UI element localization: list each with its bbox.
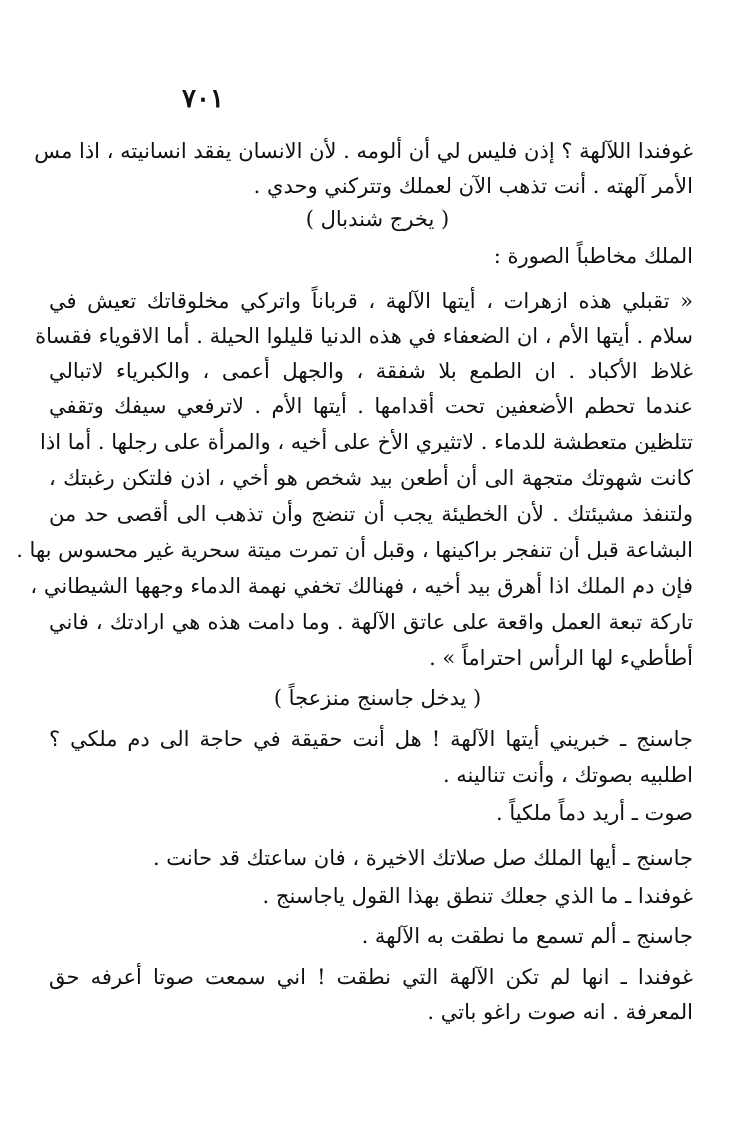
dialogue-line: غوفندا ـ ما الذي جعلك تنطق بهذا القول ياجاسنج . (262, 884, 693, 908)
text-line: سلام . أيتها الأم ، ان الضعفاء في هذه الدنيا قليلوا الحيلة . أما الاقوياء فقساة (35, 324, 693, 348)
stage-direction: ( يخرج شندبال ) (305, 207, 450, 231)
dialogue-line: جاسنج ـ خبريني أيتها الآلهة ! هل أنت حقيقة في حاجة الى دم ملكي ؟ (49, 727, 693, 751)
dialogue-line: صوت ـ أريد دماً ملكياً . (495, 801, 693, 825)
dialogue-line: جاسنج ـ أيها الملك صل صلاتك الاخيرة ، فان ساعتك قد حانت . (152, 846, 693, 870)
text-line: كانت شهوتك متجهة الى أن أطعن بيد شخص هو أخي ، اذن فلتكن رغبتك ، (49, 466, 693, 490)
stage-direction: ( يدخل جاسنج منزعجاً ) (273, 686, 482, 710)
text-line: « تقبلي هذه ازهرات ، أيتها الآلهة ، قرباناً واتركي مخلوقاتك تعيش في (49, 289, 693, 313)
text-line: أطأطيء لها الرأس احتراماً » . (429, 646, 693, 670)
text-line: ولتنفذ مشيئتك . لأن الخطيئة يجب أن تنضج وأن تذهب الى أقصى حد من (49, 502, 693, 526)
text-line: عندما تحطم الأضعفين تحت أقدامها . أيتها الأم . لاترفعي سيفك وتقفي (49, 394, 693, 418)
text-line: البشاعة قبل أن تنفجر براكينها ، وقبل أن تمرت ميتة سحرية غير محسوس بها . (16, 538, 693, 562)
page-number: ٧٠١ (182, 84, 224, 114)
text-line: الأمر آلهته . أنت تذهب الآن لعملك وتتركني وحدي . (253, 174, 693, 198)
text-line: فإن دم الملك اذا أهرق بيد أخيه ، فهنالك تخفي نهمة الدماء وجهها الشيطاني ، (30, 574, 693, 598)
dialogue-line: غوفندا ـ انها لم تكن الآلهة التي نطقت ! اني سمعت صوتا أعرفه حق (49, 965, 693, 989)
speaker-heading: الملك مخاطباً الصورة : (493, 244, 693, 268)
text-line: غوفندا اللآلهة ؟ إذن فليس لي أن ألومه . لأن الانسان يفقد انسانيته ، اذا مس (34, 139, 693, 163)
dialogue-line: المعرفة . انه صوت راغو باتي . (427, 1000, 693, 1024)
dialogue-line: جاسنج ـ ألم تسمع ما نطقت به الآلهة . (361, 924, 693, 948)
text-line: غلاظ الأكباد . ان الطمع بلا شفقة ، والجهل أعمى ، والكبرياء لاتبالي (49, 359, 693, 383)
text-line: تتلظين متعطشة للدماء . لاتثيري الأخ على أخيه ، والمرأة على رجلها . أما اذا (40, 430, 693, 454)
text-line: تاركة تبعة العمل واقعة على عاتق الآلهة . وما دامت هذه هي ارادتك ، فاني (49, 610, 693, 634)
dialogue-line: اطلبيه بصوتك ، وأنت تنالينه . (442, 763, 693, 787)
